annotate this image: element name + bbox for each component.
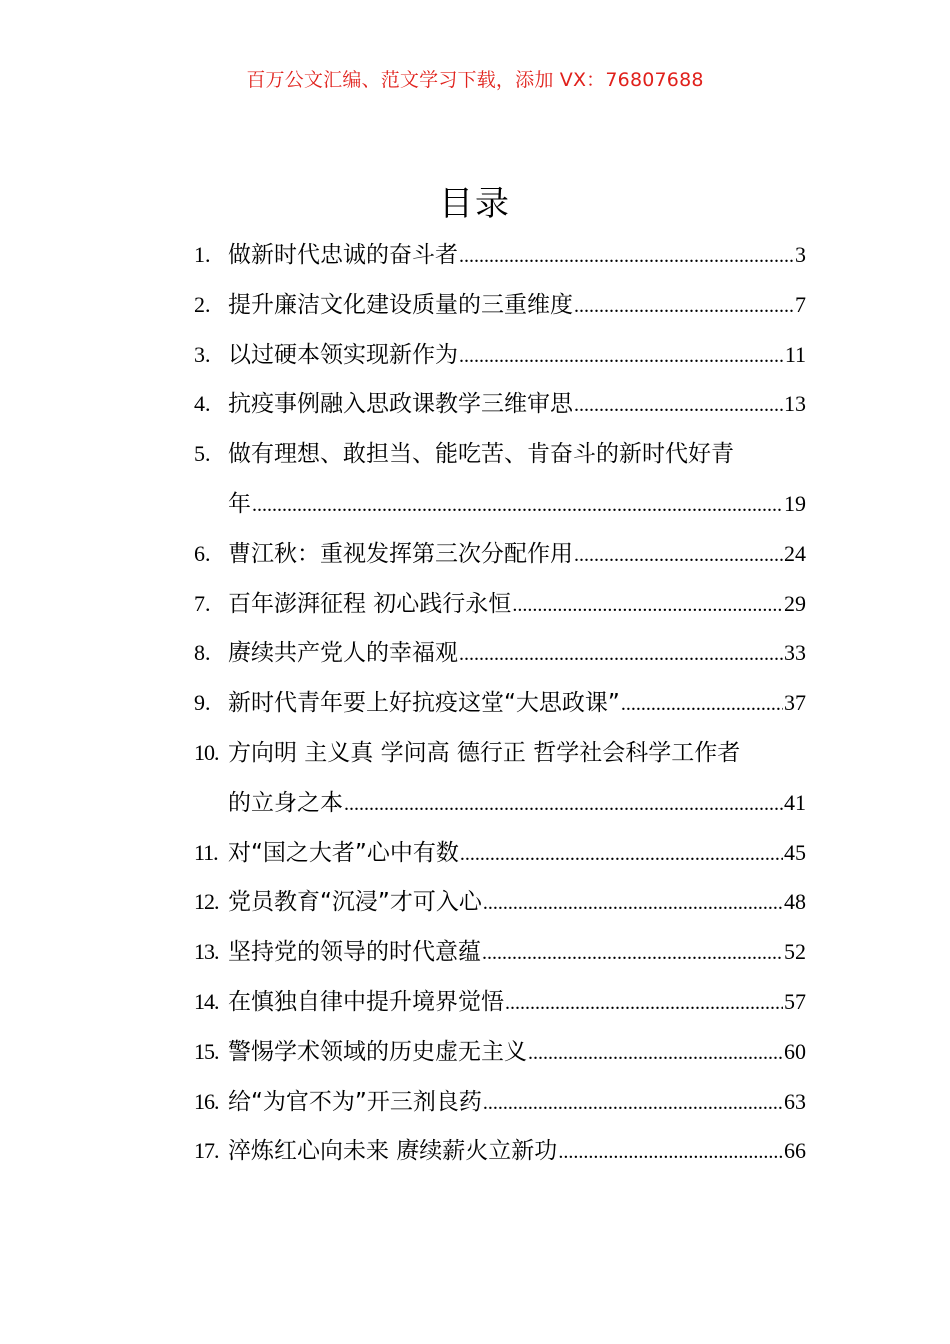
- toc-leader-dots: [252, 481, 783, 529]
- toc-entry[interactable]: [194, 678, 806, 728]
- toc-entry-title: 曹江秋：重视发挥第三次分配作用: [228, 540, 573, 567]
- toc-page-number: 37: [784, 690, 806, 716]
- toc-entry-title: 的立身之本: [228, 789, 343, 816]
- toc-line: [194, 429, 806, 479]
- toc-entry[interactable]: [194, 628, 806, 678]
- toc-line: [194, 678, 806, 728]
- toc-number: 6.: [194, 540, 211, 566]
- toc-number: 9.: [194, 690, 211, 716]
- toc-leader-dots: [505, 979, 783, 1027]
- toc-page-number: 33: [784, 640, 806, 666]
- toc-entry[interactable]: [194, 728, 806, 828]
- header-note: 百万公文汇编、范文学习下载，添加 VX：76807688: [246, 69, 704, 91]
- toc-entry[interactable]: [194, 429, 806, 529]
- toc-number: 15.: [194, 1038, 219, 1064]
- toc-page-number: 24: [784, 540, 806, 566]
- toc-page-number: 45: [784, 839, 806, 865]
- toc-number: 14.: [194, 988, 219, 1014]
- toc-line: [194, 379, 806, 429]
- toc-leader-dots: [460, 830, 783, 878]
- toc-entry-title: 淬炼红心向未来 赓续薪火立新功: [228, 1138, 558, 1165]
- toc-number: 4.: [194, 391, 211, 417]
- toc-leader-dots: [574, 381, 783, 429]
- toc-page-number: 7: [795, 291, 806, 317]
- toc-entry[interactable]: [194, 230, 806, 280]
- toc-entry-title: 以过硬本领实现新作为: [228, 341, 458, 368]
- toc-leader-dots: [528, 1029, 783, 1077]
- toc-line: [194, 479, 806, 529]
- toc-page-number: 52: [784, 939, 806, 965]
- toc-entry[interactable]: [194, 1027, 806, 1077]
- toc-line: [194, 330, 806, 380]
- toc-entry[interactable]: [194, 579, 806, 629]
- toc-line: [194, 230, 806, 280]
- table-of-contents: [194, 230, 806, 1176]
- toc-entry-title: 提升廉洁文化建设质量的三重维度: [228, 291, 573, 318]
- toc-leader-dots: [574, 531, 783, 579]
- toc-leader-dots: [482, 929, 783, 977]
- toc-entry[interactable]: [194, 1126, 806, 1176]
- toc-leader-dots: [459, 630, 783, 678]
- toc-page-number: 63: [784, 1088, 806, 1114]
- toc-number: 12.: [194, 889, 219, 915]
- toc-page-number: 19: [784, 490, 806, 516]
- toc-entry-title: 年: [228, 490, 251, 517]
- toc-entry-title: 坚持党的领导的时代意蕴: [228, 939, 481, 966]
- toc-number: 16.: [194, 1088, 219, 1114]
- toc-line: [194, 828, 806, 878]
- toc-entry[interactable]: [194, 828, 806, 878]
- toc-page-number: 57: [784, 988, 806, 1014]
- toc-entry-title: 赓续共产党人的幸福观: [228, 640, 458, 667]
- toc-entry-title: 对“国之大者”心中有数: [228, 839, 459, 866]
- toc-title: 目录: [439, 184, 511, 224]
- toc-entry-title: 警惕学术领域的历史虚无主义: [228, 1038, 527, 1065]
- toc-entry[interactable]: [194, 1077, 806, 1127]
- toc-number: 5.: [194, 441, 211, 467]
- toc-entry[interactable]: [194, 977, 806, 1027]
- toc-leader-dots: [459, 232, 794, 280]
- toc-page-number: 60: [784, 1038, 806, 1064]
- toc-page-number: 13: [784, 391, 806, 417]
- toc-line: [194, 927, 806, 977]
- toc-entry-title: 新时代青年要上好抗疫这堂“大思政课”: [228, 690, 620, 717]
- toc-line: [194, 280, 806, 330]
- toc-leader-dots: [483, 879, 783, 927]
- toc-leader-dots: [574, 282, 794, 330]
- toc-number: 1.: [194, 242, 211, 267]
- toc-number: 13.: [194, 939, 219, 965]
- toc-number: 17.: [194, 1138, 219, 1164]
- toc-page-number: 3: [795, 242, 806, 267]
- toc-entry-title: 百年澎湃征程 初心践行永恒: [228, 590, 512, 617]
- toc-line: [194, 1126, 806, 1176]
- toc-leader-dots: [459, 332, 784, 380]
- toc-number: 3.: [194, 341, 211, 367]
- toc-entry-title: 在慎独自律中提升境界觉悟: [228, 988, 504, 1015]
- toc-line: [194, 1077, 806, 1127]
- toc-entry[interactable]: [194, 529, 806, 579]
- toc-leader-dots: [344, 780, 783, 828]
- toc-entry-title: 党员教育“沉浸”才可入心: [228, 889, 482, 916]
- toc-entry[interactable]: [194, 379, 806, 429]
- toc-leader-dots: [621, 680, 783, 728]
- toc-number: 11.: [194, 839, 218, 865]
- toc-line: [194, 977, 806, 1027]
- toc-line: [194, 579, 806, 629]
- toc-entry-title: 做有理想、敢担当、能吃苦、肯奋斗的新时代好青: [228, 441, 734, 468]
- toc-entry[interactable]: [194, 330, 806, 380]
- toc-page-number: 11: [784, 341, 806, 367]
- toc-page-number: 48: [784, 889, 806, 915]
- toc-entry-title: 做新时代忠诚的奋斗者: [228, 242, 458, 268]
- toc-line: [194, 728, 806, 778]
- toc-entry[interactable]: [194, 927, 806, 977]
- toc-line: [194, 877, 806, 927]
- toc-page-number: 29: [784, 590, 806, 616]
- toc-number: 2.: [194, 291, 211, 317]
- toc-line: [194, 778, 806, 828]
- toc-line: [194, 529, 806, 579]
- toc-page-number: 41: [784, 789, 806, 815]
- toc-leader-dots: [483, 1079, 783, 1127]
- toc-line: [194, 1027, 806, 1077]
- toc-line: [194, 628, 806, 678]
- toc-number: 7.: [194, 590, 211, 616]
- toc-entry-title: 给“为官不为”开三剂良药: [228, 1088, 482, 1115]
- toc-entry-title: 抗疫事例融入思政课教学三维审思: [228, 391, 573, 418]
- toc-entry-title: 方向明 主义真 学问高 德行正 哲学社会科学工作者: [228, 739, 741, 766]
- toc-entry[interactable]: [194, 877, 806, 927]
- toc-number: 10.: [194, 739, 219, 765]
- toc-page-number: 66: [784, 1138, 806, 1164]
- toc-leader-dots: [558, 1128, 783, 1176]
- toc-entry[interactable]: [194, 280, 806, 330]
- toc-leader-dots: [512, 581, 783, 629]
- toc-number: 8.: [194, 640, 211, 666]
